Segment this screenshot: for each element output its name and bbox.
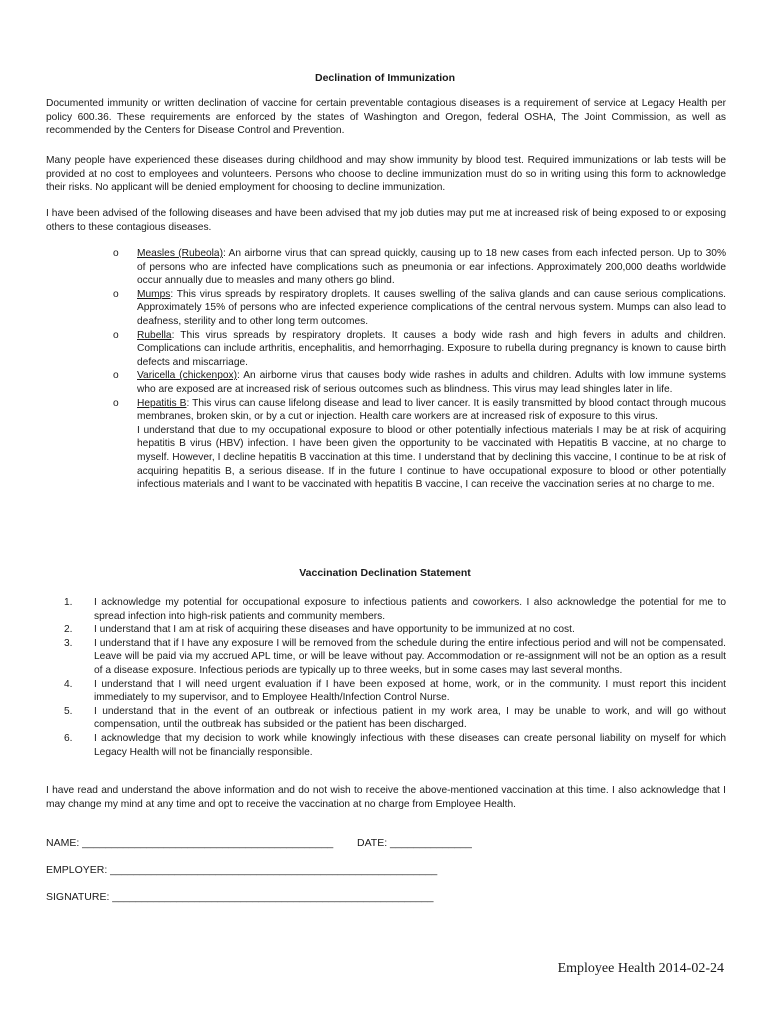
statement-number: 3.: [64, 637, 73, 649]
bullet-glyph: o: [113, 397, 119, 409]
closing-paragraph: I have read and understand the above information and do not wish to receive the above-mentioned vaccination at this time. I also acknowledge that I may change my mind at any time and opt to receive the vaccination at no charge from Employee Health.: [46, 785, 726, 810]
disease-description: : An airborne virus that causes body wide rashes in adults and children. Adults with low immune systems who are exposed are at increased risk of serious outcomes such as blindness. This virus may lead shingles later in life.: [137, 370, 726, 395]
statement-item: [64, 705, 726, 732]
statement-text: I understand that if I have any exposure I will be removed from the schedule during the entire infectious period and will not be compensated. Leave will be paid via my accrued APL time, or will be leave without pay. Accommodation or re-assignment will not be an option as a result of a disease exposure. Infectious periods are typically up to three weeks, but in some cases may last several months.: [94, 637, 726, 676]
statement-number: 1.: [64, 597, 73, 608]
statement-text: I understand that I am at risk of acquiring these diseases and have opportunity to be immunized at no cost.: [94, 624, 575, 636]
intro-paragraph: Documented immunity or written declination of vaccine for certain preventable contagious diseases is a requirement of service at Legacy Health per policy 600.36. These requirements are enforced by the states of Washington and Oregon, federal OSHA, The Joint Commission, as well as recommended by the Centers for Disease Control and Prevention.: [46, 98, 726, 137]
second-paragraph: Many people have experienced these diseases during childhood and may show immunity by blood test. Required immunizations or lab tests will be provided at no cost to employees and volunteers. Persons who choose to decline immunization must do so in writing using this form to acknowledge their risks. No applicant will be denied employment for choosing to decline immunization.: [46, 155, 726, 194]
statement-title: Vaccination Declination Statement: [299, 567, 471, 579]
disease-item-measles: [113, 247, 726, 288]
statement-text: I acknowledge that my decision to work while knowingly infectious with these diseases can create personal liability on myself for which Legacy Health will not be financially responsible.: [94, 732, 726, 758]
statement-number: 5.: [64, 705, 73, 717]
name-field[interactable]: NAME: ___________________________________________: [46, 837, 334, 849]
bullet-glyph: o: [113, 370, 119, 382]
statement-number: 2.: [64, 624, 73, 636]
statement-item: [64, 678, 726, 705]
date-field[interactable]: DATE: ______________: [357, 837, 472, 849]
statement-number: 6.: [64, 732, 73, 744]
disease-name: Varicella (chickenpox): [137, 370, 238, 382]
disease-description: : An airborne virus that can spread quickly, causing up to 18 new cases from each infected person. Up to 30% of persons who are infected have complications such as pneumonia or ear infections. Approximately 200,000 deaths worldwide occur annually due to measles and many others go blind.: [137, 248, 727, 287]
statement-item: [64, 596, 726, 623]
disease-item-mumps: [113, 288, 726, 329]
disease-name: Mumps: [137, 288, 171, 300]
disease-item-varicella: [113, 369, 726, 396]
bullet-glyph: o: [113, 248, 119, 259]
statement-number: 4.: [64, 678, 73, 690]
disease-description: : This virus spreads by respiratory droplets. It causes a body wide rash and high fevers in adults and children. Complications can include arthritis, encephalitis, and hemorrhaging. Exposure to rubella during pregnancy is known to cause birth defects and miscarriage.: [137, 329, 726, 368]
statement-text: I understand that I will need urgent evaluation if I have been exposed at home, work, or in the community. I must report this incident immediately to my supervisor, and to Employee Health/Infection Control Nurse.: [94, 678, 726, 704]
employer-field[interactable]: EMPLOYER: ________________________________________________________: [46, 864, 438, 876]
statement-list: [64, 596, 726, 759]
disease-description: : This virus can cause lifelong disease and lead to liver cancer. It is easily transmitted by blood contact through mucous membranes, broken skin, or by a cut or injection. Health care workers are at increased risk of exposure to this virus.: [137, 397, 726, 423]
statement-text: I understand that in the event of an outbreak or infectious patient in my work area, I may be unable to work, and will go without compensation, until the outbreak has subsided or the patient has been discharged.: [94, 705, 726, 731]
bullet-glyph: o: [113, 288, 119, 300]
disease-name: Measles (Rubeola): [137, 248, 223, 259]
bullet-glyph: o: [113, 329, 119, 341]
hepatitis-b-statement: I understand that due to my occupational exposure to blood or other potentially infectious materials I may be at risk of acquiring hepatitis B virus (HBV) infection. I have been given the opportunity to be vaccinated with Hepatitis B vaccine, at no charge to myself. However, I decline hepatitis B vaccination at this time. I understand that by declining this vaccine, I continue to be at risk of acquiring hepatitis B, a serious disease. If in the future I continue to have occupational exposure to blood or other potentially infectious materials and I want to be vaccinated with hepatitis B vaccine, I can receive the vaccination series at no charge to me.: [137, 424, 726, 491]
disease-item-rubella: [113, 329, 726, 370]
statement-item: [64, 637, 726, 678]
statement-text: I acknowledge my potential for occupational exposure to infectious patients and coworkers. I also acknowledge the potential for me to spread infection into high-risk patients and community members.: [94, 597, 726, 622]
disease-description: : This virus spreads by respiratory droplets. It causes swelling of the saliva glands and can cause serious complications. Approximately 15% of persons who are infected experience complications of the central nervous system. Mumps can also lead to deafness, sterility and to other long term outcomes.: [137, 288, 726, 327]
statement-item: [64, 623, 726, 637]
document-title: Declination of Immunization: [314, 72, 455, 84]
signature-field[interactable]: SIGNATURE: _______________________________________________________: [46, 891, 434, 903]
footer-label: Employee Health 2014-02-24: [557, 961, 724, 976]
disease-item-hepatitis-b: [113, 397, 726, 424]
third-paragraph: I have been advised of the following diseases and have been advised that my job duties may put me at increased risk of being exposed to or exposing others to these contagious diseases.: [46, 208, 726, 233]
disease-list: [113, 247, 726, 492]
statement-item: [64, 732, 726, 759]
disease-name: Rubella: [137, 329, 172, 341]
disease-name: Hepatitis B: [137, 397, 187, 409]
